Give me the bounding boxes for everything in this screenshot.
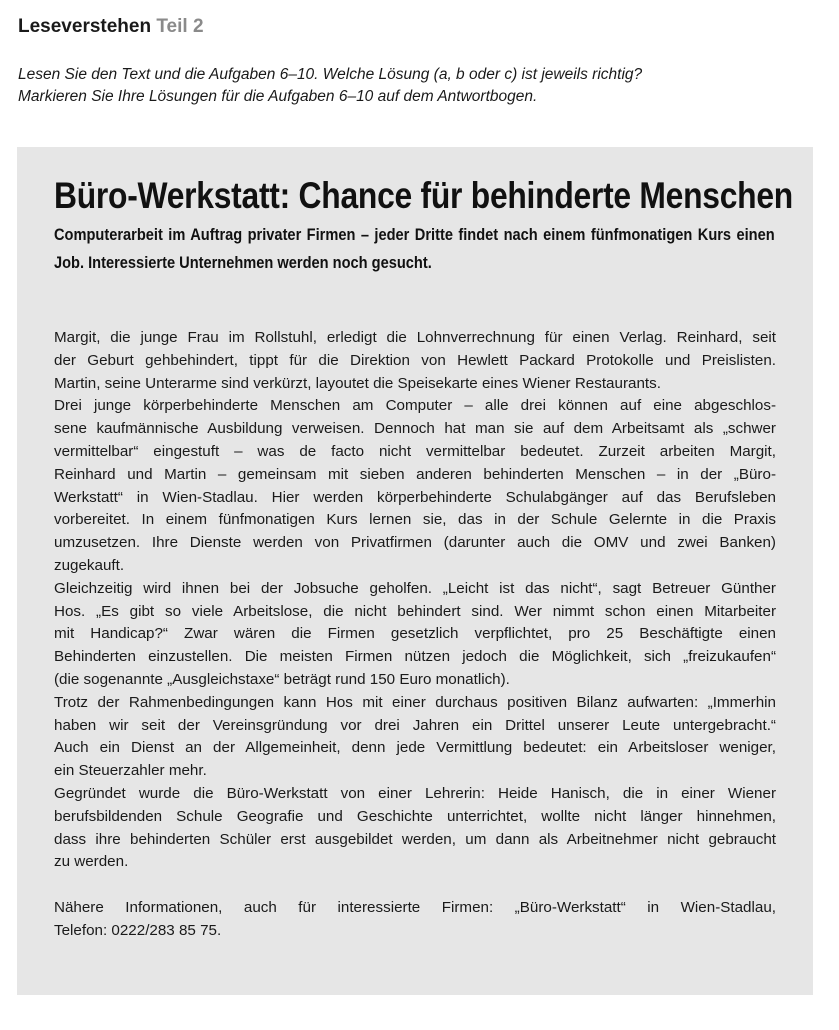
paragraph-balance [54, 692, 776, 783]
body-line: vermittelbar“ eingestuft – was de facto nicht vermittelbar bedeutet. Zurzeit arbeiten Margit, [54, 442, 776, 460]
body-line: Trotz der Rahmenbedingungen kann Hos mit einer durchaus positiven Bilanz aufwarten: „Immerhin [54, 693, 776, 711]
paragraph-intro [54, 327, 776, 395]
contact-line: Telefon: 0222/283 85 75. [54, 921, 222, 939]
subtitle-line: Job. Interessierte Unternehmen werden noch gesucht. [54, 253, 432, 272]
body-line: Hos. „Es gibt so viele Arbeitslose, die nicht behindert sind. Wer nimmt schon einen Mitarbeiter [54, 602, 776, 620]
body-line: mit Handicap?“ Zwar wären die Firmen gesetzlich verpflichtet, pro 25 Beschäftigte einen [54, 625, 776, 643]
section-heading [18, 16, 204, 38]
body-line: Gleichzeitig wird ihnen bei der Jobsuche geholfen. „Leicht ist das nicht“, sagt Betreuer Günther [54, 579, 776, 597]
body-line: zugekauft. [54, 556, 125, 574]
reading-text-box [17, 147, 813, 995]
body-line: Reinhard und Martin – gemeinsam mit sieben anderen behinderten Menschen – in der „Büro- [54, 465, 776, 483]
body-line: Drei junge körperbehinderte Menschen am Computer – alle drei können auf eine abgeschlos- [54, 397, 776, 415]
subtitle-line: Computerarbeit im Auftrag privater Firmen – jeder Dritte findet nach einem fünfmonatigen Kurs einen [54, 225, 775, 244]
section-title: Leseverstehen [18, 16, 152, 37]
body-line: Gegründet wurde die Büro-Werkstatt von einer Lehrerin: Heide Hanisch, die in einer Wiener [54, 784, 776, 802]
paragraph-training [54, 395, 776, 577]
body-line: (die sogenannte „Ausgleichstaxe“ beträgt rund 150 Euro monatlich). [54, 670, 510, 688]
body-line: ein Steuerzahler mehr. [54, 762, 207, 780]
body-line: sene kaufmännische Ausbildung verweisen. Dennoch hat man sie auf dem Arbeitsamt als „schwer [54, 420, 776, 438]
body-line: Auch ein Dienst an der Allgemeinheit, denn jede Vermittlung bedeutet: ein Arbeitsloser weniger, [54, 739, 776, 757]
body-line: berufsbildenden Schule Geografie und Geschichte unterrichtet, wollte nicht länger hinnehmen, [54, 807, 776, 825]
paragraph-gap [54, 874, 776, 897]
body-line: der Geburt gehbehindert, tippt für die Direktion von Hewlett Packard Protokolle und Preislisten. [54, 351, 776, 369]
contact-line: Nähere Informationen, auch für interessierte Firmen: „Büro-Werkstatt“ in Wien-Stadlau, [54, 898, 776, 916]
paragraph-contact [54, 897, 776, 943]
article-subtitle [54, 221, 775, 277]
body-line: Behinderten einzustellen. Die meisten Firmen nützen jedoch die Möglichkeit, sich „freizukaufen“ [54, 648, 776, 666]
instruction-line: Markieren Sie Ihre Lösungen für die Aufgaben 6–10 auf dem Antwortbogen. [18, 88, 538, 105]
body-line: dass ihre behinderten Schüler erst ausgebildet werden, um dann als Arbeitnehmer nicht gebraucht [54, 830, 776, 848]
paragraph-founding [54, 783, 776, 874]
paragraph-jobsearch [54, 578, 776, 692]
article-title: Büro-Werkstatt: Chance für behinderte Menschen [54, 175, 793, 216]
task-instructions [18, 64, 808, 108]
instruction-line: Lesen Sie den Text und die Aufgaben 6–10. Welche Lösung (a, b oder c) ist jeweils richtig? [18, 66, 643, 83]
body-line: zu werden. [54, 853, 129, 871]
body-line: Margit, die junge Frau im Rollstuhl, erledigt die Lohnverrechnung für einen Verlag. Reinhard, seit [54, 329, 776, 346]
body-line: umzusetzen. Ihre Dienste werden von Privatfirmen (darunter auch die OMV und zwei Banken) [54, 534, 776, 552]
article-body [54, 327, 776, 943]
body-line: Martin, seine Unterarme sind verkürzt, layoutet die Speisekarte eines Wiener Restaurants. [54, 374, 661, 392]
body-line: vorbereitet. In einem fünfmonatigen Kurs lernen sie, das in der Schule Gelernte in die Praxis [54, 511, 776, 529]
body-line: Werkstatt“ in Wien-Stadlau. Hier werden körperbehinderte Schulabgänger auf das Berufsleben [54, 488, 776, 506]
section-part: Teil 2 [156, 16, 204, 37]
body-line: haben wir seit der Vereinsgründung vor drei Jahren ein Drittel unserer Leute untergebracht.“ [54, 716, 776, 734]
